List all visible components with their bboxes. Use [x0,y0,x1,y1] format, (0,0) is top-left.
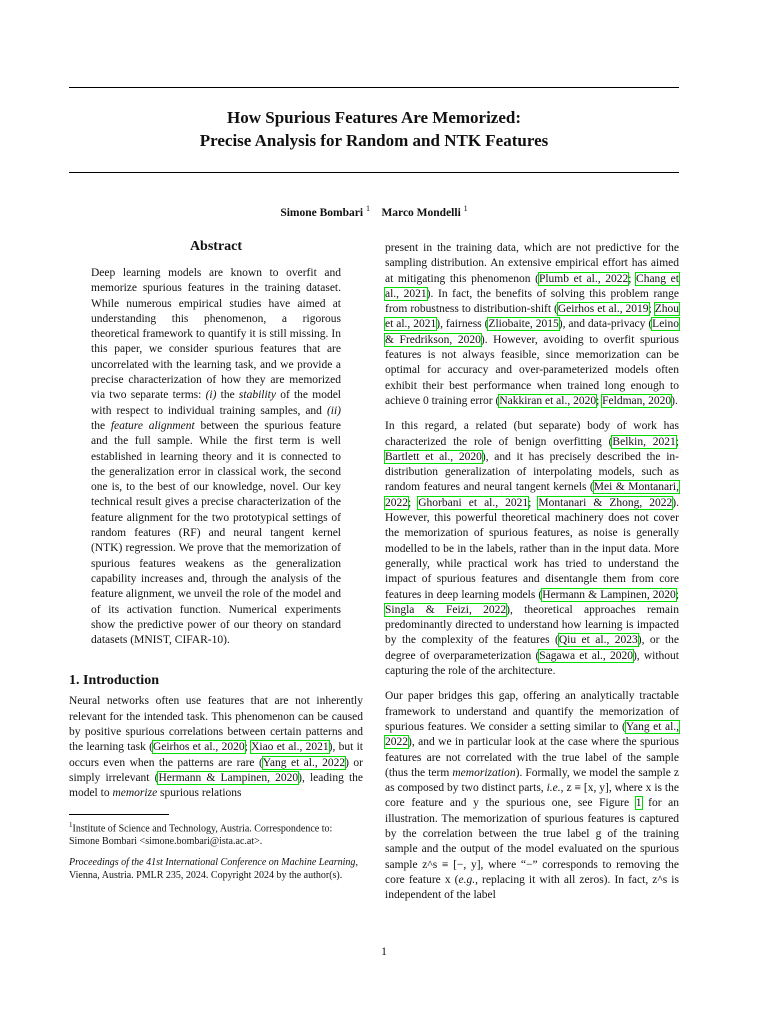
intro-paragraph [69,694,363,801]
text-run: ). In fact, the benefits of solving this problem range from robustness to distribution-shift ( [385,287,679,316]
text-run: ). [671,394,678,407]
text-run: Deep learning models are known to overfit and memorize spurious features in the training dataset. While numerous empirical studies have aimed at understanding this phenomenon, a rigorous theoretical framework to quantify it is still missing. In this paper, we consider spurious features that are uncorrelated with the learning task, and we provide a precise characterization of how they are memorized via two separate terms: [91,267,341,402]
text-run: , z ≡ [x, y], where x is the core feature and y the spurious one, see Figure [385,782,679,810]
citation-link[interactable]: Hermann & Lampinen, 2020 [158,771,299,784]
figure-link[interactable]: 1 [635,797,642,810]
text-run: memorization [452,766,516,779]
text-run: (i) [205,389,217,402]
body-paragraph [385,689,679,903]
text-run: ). Formally, we model the sample z as composed by two distinct parts, [385,766,679,795]
citation-link[interactable]: Sagawa et al., 2020 [539,649,633,662]
citation-link[interactable]: Hermann & Lampinen, 2020 [542,588,676,601]
citation-link[interactable]: Montanari & Zhong, 2022 [538,496,673,509]
text-run: of the model with respect to individual training samples, and [91,389,341,417]
right-column [385,241,679,913]
text-run: the [91,419,111,432]
citation-link[interactable]: Ghorbani et al., 2021 [418,496,529,509]
text-run: ) or simply irrelevant ( [69,756,363,784]
abstract-heading: Abstract [189,239,243,254]
title-bottom-rule [69,172,679,173]
body-paragraph: present in the training data, which are not predictive for the sampling distribution. An extensive empirical effort has aimed at mitigating this phenomenon (Plumb et al., 2022; Chang et al., 2021). In fact, the benefits of solving this problem range from robustness to distribution-shift (Geirhos et al., 2019; Zhou et al., 2021), fairness (Zliobaite, 2015), and data-privacy (Leino & Fredrikson, 2020). However, avoiding to overfit spurious features is not always feasible, since memorization can be optimal for accuracy and over-parameterized models often exhibit their best performance when trained long enough to achieve 0 training error (Nakkiran et al., 2020; Feldman, 2020). [385,242,679,407]
text-run: the [216,389,239,402]
text-run: ), but it occurs even when the patterns are rare ( [69,741,363,769]
author-name: Marco Mondelli [381,206,461,219]
citation-link[interactable]: Belkin, 2021 [612,435,676,448]
citation-link[interactable]: Plumb et al., 2022 [538,272,629,285]
citation-link[interactable]: Zhou et al., 2021 [385,303,679,331]
citation-link[interactable]: Mei & Montanari, 2022 [385,481,679,509]
text-run: Proceedings of the 41st International Conference on Machine Learning [69,856,356,868]
citation-link[interactable]: Xiao et al., 2021 [251,741,329,754]
citation-link[interactable]: Feldman, 2020 [602,394,672,407]
citation-link[interactable]: Geirhos et al., 2019 [557,303,649,316]
text-run: (ii) [326,404,341,417]
citation-link[interactable]: Zliobaite, 2015 [488,318,559,331]
text-run: feature alignment [110,419,195,432]
body-paragraph: In this regard, a related (but separate) body of work has characterized the role of benign overfitting (Belkin, 2021; Bartlett et al., 2020), and it has precisely described the in-distribution generalization of interpolating models, such as random features and neural tangent kernels (Mei & Montanari, 2022; Ghorbani et al., 2021; Montanari & Zhong, 2022). However, this powerful theoretical machinery does not cover the memorization of spurious features, as noise is generally modelled to be in the labels, rather than in the input data. More generally, while practical work has tried to understand the impact of spurious features and disentangle them from core features in deep learning models (Hermann & Lampinen, 2020; Singla & Feizi, 2022), theoretical approaches remain predominantly directed to understand how learning is impacted by the complexity of the features (Qiu et al., 2023), or the degree of overparameterization (Sagawa et al., 2020), without capturing the role of the architecture. [385,420,679,678]
text-run: ; [244,741,252,754]
text-run: ), and data-privacy ( [558,318,653,331]
section-heading-introduction: 1. Introduction [69,673,159,689]
author-list [69,204,679,219]
footnote-affiliation [69,819,363,848]
text-run: ), and it has precisely described the in-distribution generalization of interpolating models, such as random features and neural tangent kernels ( [385,450,679,494]
text-run: memorize [112,787,158,800]
text-run: Neural networks often use features that are not inherently relevant for the intended task. This phenomenon can be caused by positive spurious correlations between certain patterns and the learning task ( [69,695,363,754]
title-line-2: Precise Analysis for Random and NTK Features [199,131,549,150]
left-column [69,238,363,890]
affiliation-mark: 1 [365,204,370,213]
text-run: ), without capturing the role of the architecture. [385,649,679,678]
text-run: , replacing it with all zeros). In fact, z^s is independent of the label [385,873,679,902]
author-name: Simone Bombari [280,206,364,219]
citation-link[interactable]: Bartlett et al., 2020 [385,450,482,463]
citation-link[interactable]: Yang et al., 2022 [262,756,346,769]
text-run: i.e. [546,782,561,795]
text-run: stability [238,389,276,402]
text-run: e.g. [458,873,476,886]
text-run: ), and we in particular look at the case where the spurious features are not correlated with the true label of the sample (thus the term [385,736,679,779]
text-run: Institute of Science and Technology, Austria. Correspondence to: Simone Bombari <simone.bombari@ista.ac.at>. [69,822,333,847]
text-run: ), leading the model to [69,771,363,800]
text-run: ), fairness ( [436,318,489,331]
title-line-1: How Spurious Features Are Memorized: [227,108,521,127]
top-rule [69,87,679,88]
citation-link[interactable]: Qiu et al., 2023 [558,634,638,647]
footnote-proceedings [69,856,363,882]
text-run: ), or the degree of overparameterization ( [385,634,679,662]
text-run: ). However, avoiding to overfit spurious features is not always feasible, since memorization can be optimal for accuracy and over-parameterized models often exhibit their best performance when trained long enough to achieve 0 training error ( [385,333,679,407]
text-run: ). However, this powerful theoretical machinery does not cover the memorization of spurious features, as noise is generally modelled to be in the labels, rather than in the input data. More generally, while practical work has tried to understand the impact of spurious features and disentangle them from core features in deep learning models ( [385,496,679,601]
text-run: for an illustration. The memorization of spurious features is captured by the correlation between the true label g of the training sample and the output of the model evaluated on the spurious sample z^s ≡ [−, y], where “−” corresponds to removing the core feature x ( [385,797,679,886]
footnote-rule [69,814,169,815]
citation-link[interactable]: Leino & Fredrikson, 2020 [385,318,679,346]
text-run: spurious relations [157,787,242,800]
footnote-mark: 1 [69,820,73,829]
citation-link[interactable]: Geirhos et al., 2020 [152,741,245,754]
text-run: , Vienna, Austria. PMLR 235, 2024. Copyright 2024 by the author(s). [69,856,358,881]
text-run: present in the training data, which are not predictive for the sampling distribution. An extensive empirical effort has aimed at mitigating this phenomenon ( [385,242,679,285]
affiliation-mark: 1 [463,204,468,213]
text-run: Our paper bridges this gap, offering an analytically tractable framework to understand and quantify the memorization of spurious features. We consider a setting similar to ( [385,690,679,733]
abstract-text [91,266,341,648]
text-run: ), theoretical approaches remain predominantly directed to understand how learning is impacted by the complexity of the features ( [385,603,679,647]
text-run: In this regard, a related (but separate) body of work has characterized the role of benign overfitting ( [385,420,679,448]
citation-link[interactable]: Yang et al., 2022 [385,720,680,749]
page-number: 1 [381,946,387,958]
paper-title [69,106,679,152]
citation-link[interactable]: Nakkiran et al., 2020 [499,394,597,407]
text-run: between the spurious feature and the full sample. While the first term is well established in learning theory and it is connected to the generalization error in classical work, the second one is, to the best of our knowledge, novel. Our key technical result gives a precise characterization of the feature alignment for the two prototypical settings of random features (RF) and neural tangent kernel (NTK) regression. We prove that the memorization of spurious features weakens as the generalization capability increases and, through the analysis of the feature alignment, we unveil the role of the model and of its activation function. Numerical experiments show the predictive power of our theory on standard datasets (MNIST, CIFAR-10). [91,419,341,647]
citation-link[interactable]: Singla & Feizi, 2022 [385,603,507,616]
citation-link[interactable]: Chang et al., 2021 [385,272,679,300]
